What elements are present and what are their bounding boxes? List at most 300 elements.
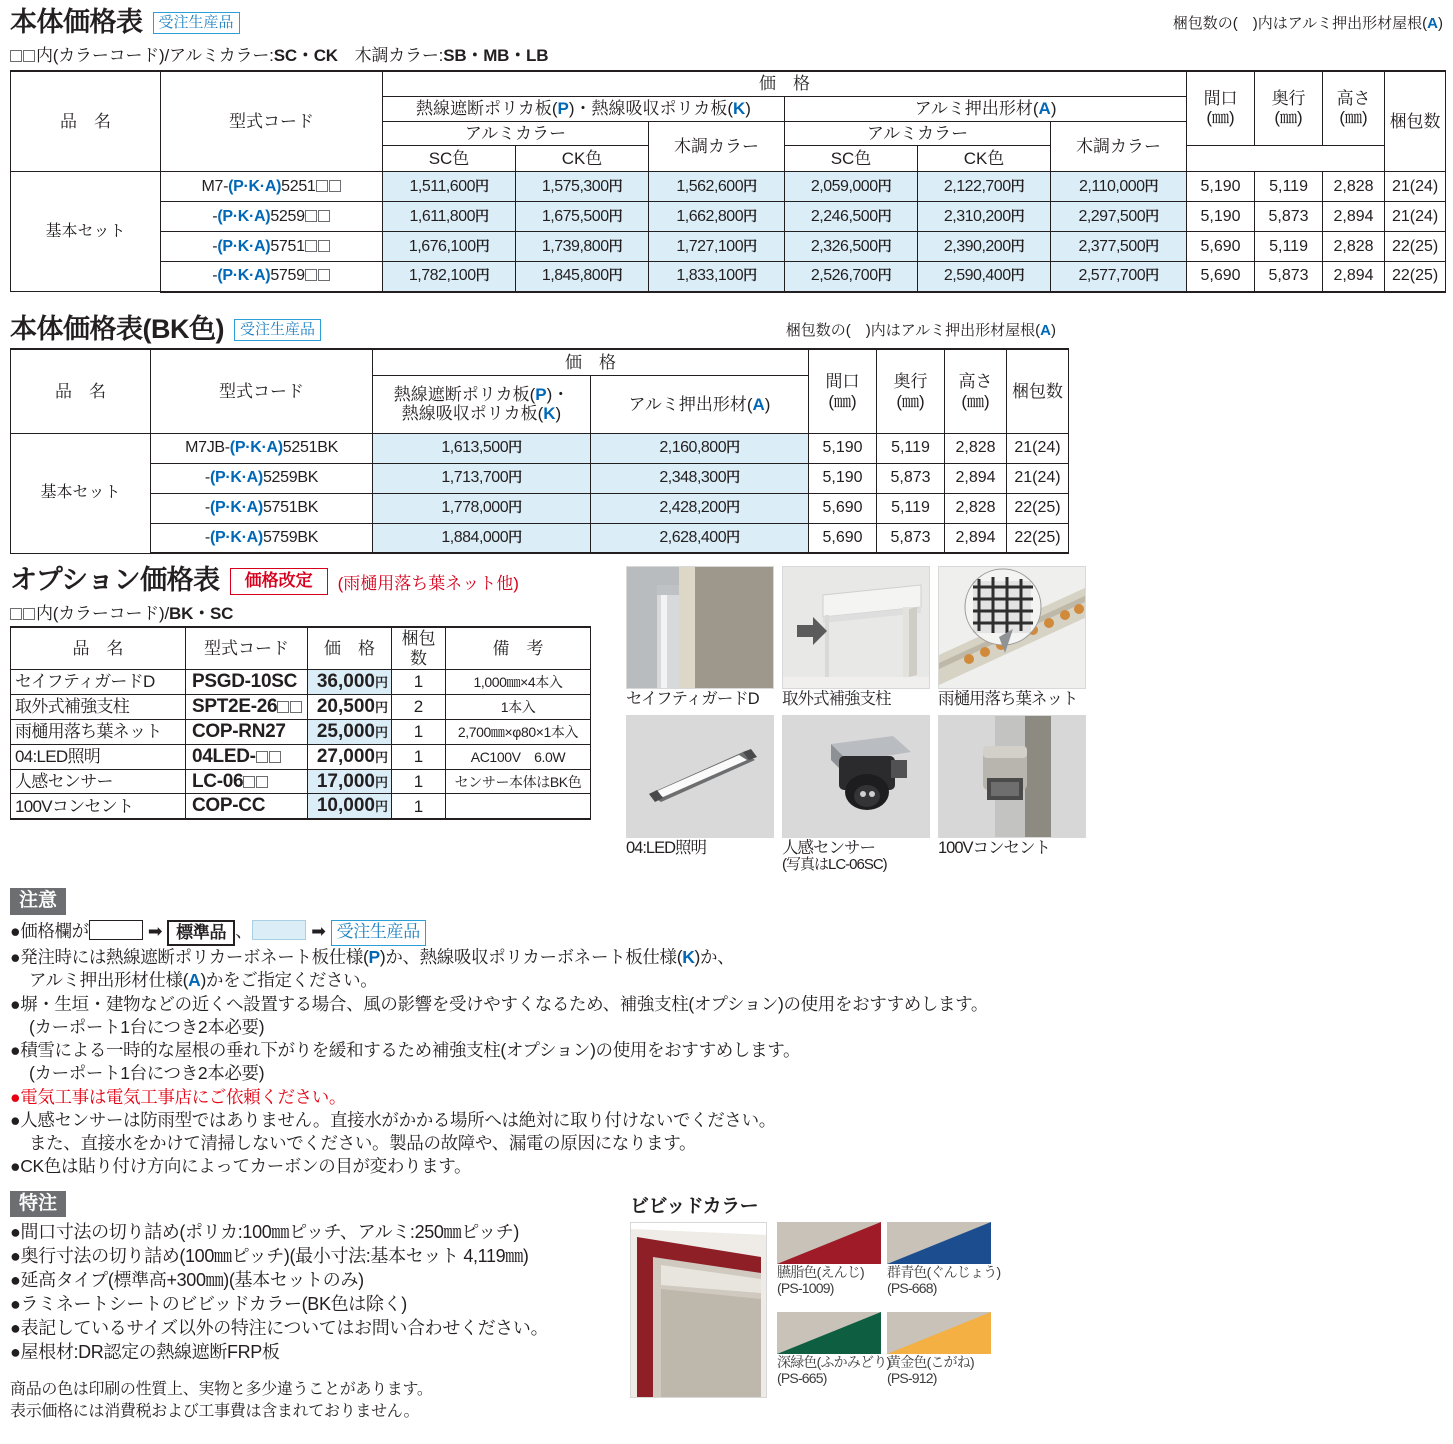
- spec-letter: P: [535, 384, 547, 404]
- photo-caption: 取外式補強支柱: [782, 690, 891, 709]
- yen-unit: 円: [743, 207, 757, 224]
- option-name-cell: 人感センサー: [11, 769, 186, 794]
- option-name-cell: 100Vコンセント: [11, 794, 186, 819]
- photo-caption: 雨樋用落ち葉ネット: [938, 690, 1078, 709]
- code-spec-options: (P·K·A): [228, 177, 282, 195]
- photo-cell: [782, 715, 930, 874]
- vivid-swatch-chip: [887, 1222, 991, 1264]
- notice-item-subtext: (カーポート1台につき2本必要): [29, 1016, 265, 1037]
- vivid-swatch: [887, 1222, 1001, 1308]
- price-cell: 1,511,600円: [383, 172, 516, 202]
- price-cell: 2,326,500円: [785, 232, 918, 262]
- price-cell: 2,428,200円: [591, 493, 809, 523]
- code-suffix: 5259: [270, 207, 305, 225]
- vivid-swatch: [887, 1312, 991, 1398]
- yen-unit: 円: [726, 469, 740, 486]
- yen-unit: 円: [743, 237, 757, 254]
- vivid-swatch-label: 深緑色(ふかみどり): [777, 1353, 891, 1370]
- yen-unit: 円: [608, 207, 623, 224]
- dimension-cell: 5,690: [1187, 232, 1255, 262]
- yen-unit: 円: [374, 749, 388, 765]
- notice-item-text: ●発注時には熱線遮断ポリカーボネート板仕様( P )か、熱線吸収ポリカーボネート板仕様( K )か、: [10, 946, 1443, 969]
- bk-th-poly: 熱線遮断ポリカ板(P)・ 熱線吸収ポリカ板(K): [373, 375, 591, 433]
- yen-unit: 円: [475, 237, 490, 254]
- bk-price-table: [10, 348, 1069, 554]
- table-row: [11, 232, 1446, 262]
- dimension-cell: 21(24): [1007, 433, 1069, 463]
- notice-item-text: ●人感センサーは防雨型ではありません。直接水がかかる場所へは絶対に取り付けないでください。: [10, 1109, 776, 1130]
- led-light-photo: [626, 715, 774, 838]
- yen-unit: 円: [608, 267, 623, 284]
- photos-column: [626, 566, 1086, 874]
- dimension-cell: 5,119: [877, 433, 945, 463]
- color-code-box-icon-2: [23, 50, 35, 62]
- notice-item-text: ●電気工事は電気工事店にご依頼ください。: [10, 1086, 347, 1107]
- notice-item-subtext: (カーポート1台につき2本必要): [29, 1063, 265, 1084]
- th-poly-ck: CK色: [516, 146, 649, 172]
- option-name-cell: セイフティガードD: [11, 670, 186, 695]
- option-color-code-box-icon: [10, 608, 22, 620]
- dimension-cell: 5,873: [877, 463, 945, 493]
- option-note-cell: 1本入: [446, 695, 591, 720]
- notice-items: [10, 946, 1443, 1179]
- option-packs-cell: 2: [392, 695, 446, 720]
- yen-unit: 円: [508, 439, 522, 456]
- code-box-icon: [256, 751, 268, 763]
- dimension-cell: 5,690: [1187, 262, 1255, 292]
- notice-list: [10, 920, 1443, 1179]
- photo-caption: 100Vコンセント: [938, 838, 1051, 857]
- swatch-standard: [89, 920, 143, 940]
- spec-letter: K: [682, 947, 695, 968]
- special-item: ●延高タイプ(標準高+300㎜)(基本セットのみ): [10, 1270, 364, 1291]
- special-item: ●屋根材:DR認定の熱線遮断FRP板: [10, 1342, 280, 1363]
- price-cell: 1,713,700円: [373, 463, 591, 493]
- notice-item: [10, 1039, 1443, 1086]
- th-alumi-sc: SC色: [785, 146, 918, 172]
- model-code-cell: [161, 202, 383, 232]
- code-box-icon: [290, 701, 302, 713]
- option-name-cell: 04:LED照明: [11, 744, 186, 769]
- price-cell: 2,377,500円: [1051, 232, 1187, 262]
- model-code-cell: [151, 433, 373, 463]
- option-column: [10, 566, 610, 874]
- vivid-color-photo: [630, 1222, 767, 1398]
- price-cell: 1,833,100円: [649, 262, 785, 292]
- notice-item: [10, 1086, 1443, 1109]
- price-cell: 2,246,500円: [785, 202, 918, 232]
- yen-unit: 円: [608, 177, 623, 194]
- footer-line-2: 表示価格には消費税および工事費は含まれておりません。: [10, 1402, 420, 1420]
- price-cell: 1,845,800円: [516, 262, 649, 292]
- option-color-code-text: 内(カラーコード)/BK・SC: [36, 604, 234, 624]
- support-post-photo: [782, 566, 930, 689]
- swatch-made-to-order: [252, 920, 306, 940]
- yen-unit: 円: [1010, 207, 1025, 224]
- code-prefix: -: [204, 469, 210, 487]
- opt-th-packs: 梱包数: [392, 627, 446, 670]
- dimension-cell: 22(25): [1007, 523, 1069, 553]
- yen-unit: 円: [1010, 267, 1025, 284]
- price-cell: 1,613,500円: [373, 433, 591, 463]
- special-item: ●奥行寸法の切り詰め(100㎜ピッチ)(最小寸法:基本セット 4,119㎜): [10, 1246, 529, 1267]
- vivid-swatch: [777, 1312, 891, 1398]
- opt-th-code: 型式コード: [186, 627, 308, 670]
- photo-cell: [782, 566, 930, 708]
- notice-item: [10, 946, 1443, 993]
- option-packs-cell: 1: [392, 670, 446, 695]
- code-prefix: -: [212, 267, 218, 285]
- vivid-swatch-label: 臙脂色(えんじ): [777, 1263, 864, 1280]
- bk-table-pack-note: 梱包数の( )内はアルミ押出形材屋根(A): [785, 322, 1056, 340]
- notice-item-text: ●塀・生垣・建物などの近くへ設置する場合、風の影響を受けやすくなるため、補強支柱(オプション)の使用をおすすめします。: [10, 993, 989, 1014]
- photo-cell: [626, 715, 774, 874]
- motion-sensor-photo: [782, 715, 930, 838]
- spec-letter: A: [188, 970, 201, 991]
- code-prefix: -: [212, 207, 218, 225]
- option-photo-grid: [626, 566, 1086, 874]
- table-row: [11, 493, 1069, 523]
- th-alumi-ck: CK色: [918, 146, 1051, 172]
- arrow-icon-2: ➡: [311, 920, 326, 941]
- vivid-swatch-code: (PS-668): [887, 1280, 937, 1297]
- code-suffix: 5759BK: [262, 529, 319, 547]
- bk-th-height: 高さ (㎜): [945, 349, 1007, 433]
- notice-section: [10, 888, 1443, 1179]
- price-cell: 2,297,500円: [1051, 202, 1187, 232]
- vivid-swatch-label: 群青色(ぐんじょう): [887, 1263, 1001, 1280]
- yen-unit: 円: [877, 207, 892, 224]
- code-box-icon: [329, 180, 341, 192]
- special-tag: 特注: [10, 1191, 66, 1218]
- notice-legend-row: [10, 920, 1443, 946]
- vivid-swatch-code: (PS-665): [777, 1370, 827, 1387]
- row-group-label: 基本セット: [11, 433, 151, 553]
- spec-letter: A: [752, 394, 765, 414]
- dimension-cell: 5,190: [1187, 172, 1255, 202]
- code-suffix: 5751: [270, 237, 305, 255]
- code-prefix: -: [204, 529, 210, 547]
- dimension-cell: 21(24): [1385, 172, 1446, 202]
- dimension-cell: 22(25): [1385, 262, 1446, 292]
- color-code-box-icon: [10, 50, 22, 62]
- code-suffix: 5759: [270, 267, 305, 285]
- bk-th-width: 間口 (㎜): [809, 349, 877, 433]
- code-spec-options: (P·K·A): [217, 207, 271, 225]
- price-cell: 2,160,800円: [591, 433, 809, 463]
- bk-th-model-code: 型式コード: [151, 349, 373, 433]
- th-poly-sc: SC色: [383, 146, 516, 172]
- yen-unit: 円: [508, 469, 522, 486]
- model-code-cell: [161, 232, 383, 262]
- dimension-cell: 21(24): [1385, 202, 1446, 232]
- bk-th-packs: 梱包数: [1007, 349, 1069, 433]
- option-packs-cell: 1: [392, 719, 446, 744]
- th-packs: 梱包数: [1385, 71, 1446, 172]
- arrow-icon-1: ➡: [147, 920, 163, 941]
- table-row: [11, 262, 1446, 292]
- yen-unit: 円: [475, 267, 490, 284]
- option-note-cell: 2,700㎜×φ80×1本入: [446, 719, 591, 744]
- vivid-color-wrap: [630, 1222, 1001, 1398]
- yen-unit: 円: [743, 177, 757, 194]
- option-table-header: [10, 566, 610, 596]
- code-box-icon: [305, 210, 317, 222]
- option-packs-cell: 1: [392, 794, 446, 819]
- price-cell: 2,628,400円: [591, 523, 809, 553]
- photo-caption-sub: (写真はLC-06SC): [782, 856, 887, 874]
- yen-unit: 円: [1010, 177, 1025, 194]
- main-table-pack-note: 梱包数の( )内はアルミ押出形材屋根(A): [1172, 15, 1443, 33]
- code-spec-options: (P·K·A): [209, 469, 263, 487]
- code-box-icon: [316, 180, 328, 192]
- main-table-header: [10, 8, 1443, 38]
- notice-item-subtext: アルミ押出形材仕様(A)かをご指定ください。: [29, 970, 378, 991]
- spec-letter: A: [1427, 15, 1438, 33]
- table-row: [11, 794, 591, 819]
- code-suffix: 5259BK: [262, 469, 319, 487]
- code-prefix: -: [204, 499, 210, 517]
- spec-letter: A: [1038, 99, 1051, 119]
- option-table-body: [11, 670, 591, 820]
- option-price-cell: 20,500円: [308, 695, 392, 720]
- notice-item-subtext: また、直接水をかけて清掃しないでください。製品の故障や、漏電の原因になります。: [29, 1133, 697, 1154]
- price-cell: 2,577,700円: [1051, 262, 1187, 292]
- code-box-icon: [305, 240, 317, 252]
- yen-unit: 円: [608, 237, 623, 254]
- price-cell: 1,575,300円: [516, 172, 649, 202]
- notice-legend-prefix: ●価格欄が: [10, 920, 89, 941]
- code-suffix: 5251: [281, 177, 316, 195]
- main-color-code-line: [10, 41, 1443, 66]
- code-spec-options: (P·K·A): [217, 237, 271, 255]
- option-price-cell: 36,000円: [308, 670, 392, 695]
- model-code-cell: [161, 172, 383, 202]
- code-box-icon: [305, 269, 317, 281]
- option-note-cell: AC100V 6.0W: [446, 744, 591, 769]
- photo-caption: 人感センサー: [782, 838, 875, 857]
- yen-unit: 円: [1144, 177, 1159, 194]
- row-group-label: 基本セット: [11, 172, 161, 292]
- option-table-title: オプション価格表: [10, 565, 220, 596]
- vivid-column: [630, 1191, 1001, 1423]
- notice-item: [10, 1109, 1443, 1156]
- option-and-photos-row: [10, 566, 1443, 874]
- bk-th-depth: 奥行 (㎜): [877, 349, 945, 433]
- th-poly-wood-color: 木調カラー: [649, 121, 785, 172]
- yen-unit: 円: [374, 700, 388, 716]
- photo-cell: [626, 566, 774, 708]
- model-code-cell: [161, 262, 383, 292]
- notice-tag: 注意: [10, 888, 66, 915]
- option-price-table: [10, 626, 591, 820]
- option-price-cell: 17,000円: [308, 769, 392, 794]
- model-code-cell: [151, 493, 373, 523]
- dimension-cell: 2,828: [945, 493, 1007, 523]
- model-code-cell: [151, 463, 373, 493]
- option-name-cell: 雨樋用落ち葉ネット: [11, 719, 186, 744]
- color-code-text: 内(カラーコード)/アルミカラー:SC・CK 木調カラー:SB・MB・LB: [36, 45, 549, 65]
- option-note-cell: 1,000㎜×4本入: [446, 670, 591, 695]
- price-cell: 2,310,200円: [918, 202, 1051, 232]
- dimension-cell: 5,873: [1255, 202, 1323, 232]
- yen-unit: 円: [877, 177, 892, 194]
- th-dim-depth-unit: [1255, 146, 1323, 172]
- price-cell: 1,662,800円: [649, 202, 785, 232]
- code-box-icon: [318, 210, 330, 222]
- th-poly-group: 熱線遮断ポリカ板(P)・熱線吸収ポリカ板(K): [383, 97, 785, 122]
- price-cell: 2,059,000円: [785, 172, 918, 202]
- code-suffix: 5251BK: [282, 439, 338, 457]
- price-cell: 1,782,100円: [383, 262, 516, 292]
- option-code-cell: 04LED-: [186, 744, 308, 769]
- th-product-name: 品 名: [11, 71, 161, 172]
- price-cell: 1,739,800円: [516, 232, 649, 262]
- dimension-cell: 5,119: [1255, 232, 1323, 262]
- yen-unit: 円: [475, 177, 489, 194]
- yen-unit: 円: [475, 207, 489, 224]
- table-row: [11, 695, 591, 720]
- outlet-photo: [938, 715, 1086, 838]
- yen-unit: 円: [877, 267, 892, 284]
- bk-th-price-group: 価 格: [373, 349, 809, 375]
- option-code-cell: PSGD-10SC: [186, 670, 308, 695]
- dimension-cell: 22(25): [1385, 232, 1446, 262]
- price-cell: 2,390,200円: [918, 232, 1051, 262]
- yen-unit: 円: [743, 267, 757, 284]
- special-item: ●間口寸法の切り詰め(ポリカ:100㎜ピッチ、アルミ:250㎜ピッチ): [10, 1222, 520, 1243]
- price-cell: 1,562,600円: [649, 172, 785, 202]
- table-row: [11, 670, 591, 695]
- opt-th-name: 品 名: [11, 627, 186, 670]
- code-box-icon: [243, 776, 255, 788]
- yen-unit: 円: [726, 499, 740, 516]
- notice-legend-comma: 、: [235, 920, 253, 941]
- th-dim-width-unit: [1187, 146, 1255, 172]
- notice-item: [10, 1155, 1443, 1178]
- code-prefix: M7-: [201, 177, 229, 195]
- yen-unit: 円: [877, 237, 892, 254]
- spec-letter: A: [1040, 322, 1051, 340]
- main-price-table: [10, 70, 1446, 293]
- yen-unit: 円: [726, 439, 740, 456]
- bk-th-product-name: 品 名: [11, 349, 151, 433]
- code-prefix: M7JB-: [185, 439, 230, 457]
- bk-table-order-badge: 受注生産品: [234, 319, 321, 341]
- price-cell: 2,122,700円: [918, 172, 1051, 202]
- yen-unit: 円: [374, 675, 388, 691]
- dimension-cell: 22(25): [1007, 493, 1069, 523]
- vivid-swatch-chip: [777, 1222, 881, 1264]
- vivid-frame-illustration: [631, 1223, 767, 1398]
- yen-unit: 円: [1145, 237, 1159, 254]
- opt-th-price: 価 格: [308, 627, 392, 670]
- th-poly-alumi-color: アルミカラー: [383, 121, 649, 146]
- vivid-color-title: ビビッドカラー: [630, 1195, 759, 1217]
- price-cell: 2,110,000円: [1051, 172, 1187, 202]
- dimension-cell: 2,894: [945, 463, 1007, 493]
- leaf-net-photo: [938, 566, 1086, 689]
- dimension-cell: 5,873: [877, 523, 945, 553]
- safety-guard-photo: [626, 566, 774, 689]
- bk-th-alumi: アルミ押出形材(A): [591, 375, 809, 433]
- price-cell: 1,727,100円: [649, 232, 785, 262]
- dimension-cell: 5,119: [877, 493, 945, 523]
- dimension-cell: 5,190: [1187, 202, 1255, 232]
- code-box-icon: [318, 240, 330, 252]
- special-item: ●ラミネートシートのビビッドカラー(BK色は除く): [10, 1294, 407, 1315]
- notice-item-text: ●積雪による一時的な屋根の垂れ下がりを緩和するため補強支柱(オプション)の使用をおすすめします。: [10, 1040, 801, 1061]
- dimension-cell: 2,894: [1323, 202, 1385, 232]
- dimension-cell: 5,690: [809, 493, 877, 523]
- table-row: [11, 523, 1069, 553]
- opt-th-note: 備 考: [446, 627, 591, 670]
- th-price-group: 価 格: [383, 71, 1187, 97]
- price-cell: 1,675,500円: [516, 202, 649, 232]
- bk-table-title: 本体価格表(BK色): [10, 313, 224, 344]
- notice-item-text: ●CK色は貼り付け方向によってカーボンの目が変わります。: [10, 1156, 472, 1177]
- price-cell: 1,778,000円: [373, 493, 591, 523]
- vivid-swatch-code: (PS-912): [887, 1370, 937, 1387]
- special-column: [10, 1191, 610, 1423]
- th-depth: 奥行 (㎜): [1255, 71, 1323, 146]
- chip-standard-product: 標準品: [167, 920, 235, 946]
- price-cell: 1,884,000円: [373, 523, 591, 553]
- special-items: [10, 1221, 610, 1365]
- option-name-cell: 取外式補強支柱: [11, 695, 186, 720]
- price-cell: 1,611,800円: [383, 202, 516, 232]
- th-alumi-alumi-color: アルミカラー: [785, 121, 1051, 146]
- code-suffix: 5751BK: [262, 499, 319, 517]
- option-color-code-line: [10, 599, 610, 624]
- price-cell: 2,348,300円: [591, 463, 809, 493]
- vivid-swatch-code: (PS-1009): [777, 1280, 834, 1297]
- code-spec-options: (P·K·A): [217, 267, 271, 285]
- th-alumi-wood-color: 木調カラー: [1051, 121, 1187, 172]
- dimension-cell: 2,828: [1323, 232, 1385, 262]
- table-row: [11, 172, 1446, 202]
- th-height: 高さ (㎜): [1323, 71, 1385, 146]
- yen-unit: 円: [508, 499, 522, 516]
- dimension-cell: 2,894: [1323, 262, 1385, 292]
- price-revision-note: (雨樋用落ち葉ネット他): [337, 573, 519, 593]
- option-code-cell: COP-RN27: [186, 719, 308, 744]
- code-box-icon: [277, 701, 289, 713]
- option-price-cell: 25,000円: [308, 719, 392, 744]
- main-table-body: [11, 172, 1446, 292]
- notice-item: [10, 993, 1443, 1040]
- spec-letter: P: [557, 99, 569, 119]
- chip-made-to-order: 受注生産品: [331, 920, 426, 946]
- yen-unit: 円: [1010, 237, 1025, 254]
- spec-letter: K: [733, 99, 746, 119]
- yen-unit: 円: [374, 774, 388, 790]
- dimension-cell: 2,894: [945, 523, 1007, 553]
- option-packs-cell: 1: [392, 769, 446, 794]
- code-spec-options: (P·K·A): [229, 439, 283, 457]
- code-box-icon: [256, 776, 268, 788]
- special-item: ●表記しているサイズ以外の特注についてはお問い合わせください。: [10, 1318, 549, 1339]
- spec-letter: K: [543, 404, 556, 424]
- th-model-code: 型式コード: [161, 71, 383, 172]
- th-width: 間口 (㎜): [1187, 71, 1255, 146]
- dimension-cell: 5,873: [1255, 262, 1323, 292]
- code-box-icon: [318, 269, 330, 281]
- table-row: [11, 433, 1069, 463]
- price-cell: 1,676,100円: [383, 232, 516, 262]
- dimension-cell: 5,690: [809, 523, 877, 553]
- table-row: [11, 202, 1446, 232]
